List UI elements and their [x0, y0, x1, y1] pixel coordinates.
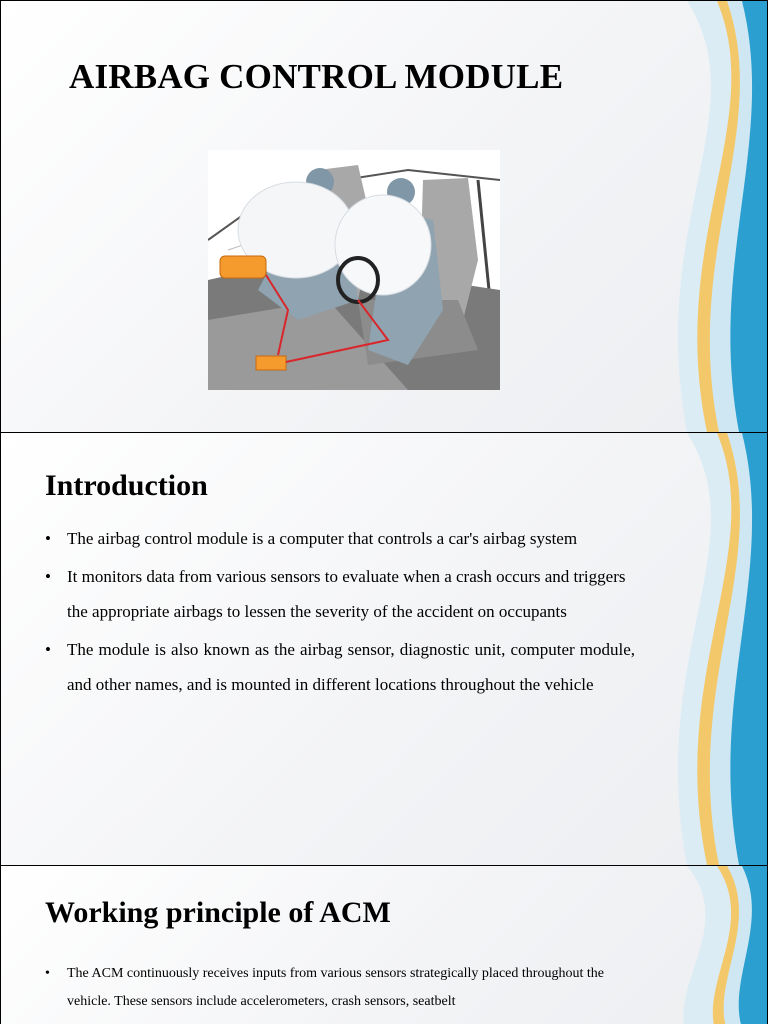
decorative-wave	[647, 866, 767, 1024]
decorative-wave	[647, 433, 767, 865]
introduction-heading: Introduction	[45, 469, 208, 502]
working-principle-heading: Working principle of ACM	[45, 896, 391, 929]
airbag-illustration	[208, 150, 500, 390]
decorative-wave	[647, 1, 767, 432]
slide-introduction	[0, 432, 768, 866]
working-principle-bullet-list	[45, 960, 635, 1016]
bullet-item: • The ACM continuously receives inputs from various sensors strategically placed throughout the vehicle. These sensors include accelerometers, crash sensors, seatbelt	[45, 960, 635, 1016]
introduction-bullet-list	[45, 521, 635, 705]
slide-title	[0, 0, 768, 433]
slide-working-principle	[0, 865, 768, 1024]
bullet-item: • The module is also known as the airbag sensor, diagnostic unit, computer module, and other names, and is mounted in different locations throughout the vehicle	[45, 632, 635, 702]
bullet-item: • The airbag control module is a computer that controls a car's airbag system	[45, 521, 635, 556]
slide-title-text: AIRBAG CONTROL MODULE	[69, 57, 564, 96]
bullet-item: • It monitors data from various sensors to evaluate when a crash occurs and triggers the appropriate airbags to lessen the severity of the accident on occupants	[45, 559, 635, 629]
